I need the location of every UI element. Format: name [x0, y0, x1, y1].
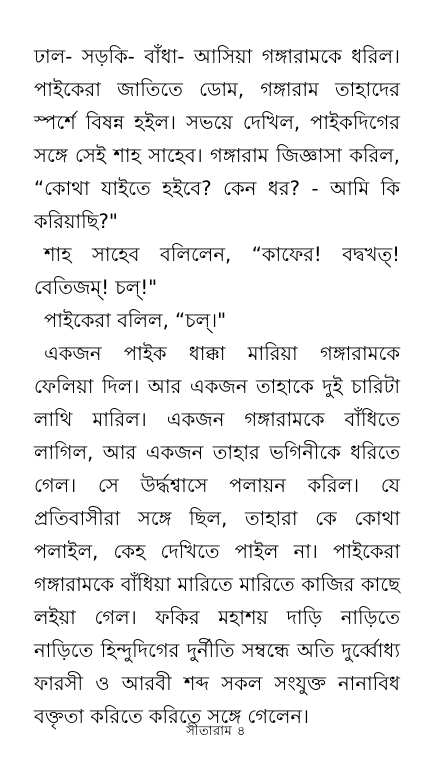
page-body-text: [34, 40, 400, 733]
paragraph-4: একজন পাইক ধাক্কা মারিয়া গঙ্গারামকে ফেলিয়া দিল। আর একজন তাহাকে দুই চারিটা লাথি মারিল। একজন গঙ্গারামকে বাঁধিতে লাগিল, আর একজন তাহার ভগিনীকে ধরিতে গেল। সে উর্দ্ধশ্বাসে পলায়ন করিল। যে প্রতিবাসীরা সঙ্গে ছিল, তাহারা কে কোথা পলাইল, কেহ দেখিতে পাইল না। পাইকেরা গঙ্গারামকে বাঁধিয়া মারিতে মারিতে কাজির কাছে লইয়া গেল। ফকির মহাশয় দাড়ি নাড়িতে নাড়িতে হিন্দুদিগের দুর্নীতি সম্বন্ধে অতি দুর্ব্বোধ্য ফারসী ও আরবী শব্দ সকল সংযুক্ত নানাবিধ বক্তৃতা করিতে করিতে সঙ্গে গেলেন।: [34, 342, 400, 728]
paragraph-2: শাহ সাহেব বলিলেন, “কাফের! বদ্বখত্! বেতিজম্! চল্!": [34, 243, 400, 299]
paragraph-1: ঢাল- সড়কি- বাঁধা- আসিয়া গঙ্গারামকে ধরিল। পাইকেরা জাতিতে ডোম, গঙ্গারাম তাহাদের স্পর্শে বিষন্ন হইল। সভয়ে দেখিল, পাইকদিগের সঙ্গে সেই শাহ সাহেব। গঙ্গারাম জিজ্ঞাসা করিল, “কোথা যাইতে হইবে? কেন ধর? - আমি কি করিয়াছি?": [34, 45, 400, 233]
paragraph-3: পাইকেরা বলিল, “চল্।": [44, 309, 227, 332]
page-footer: সীতারাম ৪: [186, 724, 246, 739]
